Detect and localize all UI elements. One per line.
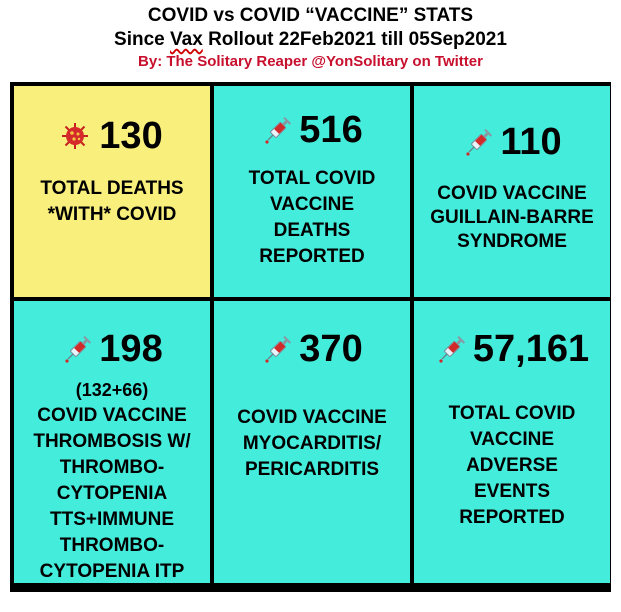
- syringe-icon: [61, 332, 95, 366]
- stat-label-line: COVID VACCINE: [37, 405, 187, 426]
- stat-label-line: CYTOPENIA: [56, 483, 168, 504]
- stat-row: [214, 108, 410, 152]
- stat-label: [414, 182, 610, 254]
- stat-label: [14, 176, 210, 228]
- stat-card-myocarditis: [214, 301, 410, 583]
- stat-label-line: CYTOPENIA ITP: [39, 561, 185, 582]
- stat-value: 370: [299, 328, 363, 370]
- stat-label-line: TTS+IMMUNE: [49, 509, 175, 530]
- stat-label-line: SYNDROME: [457, 231, 567, 252]
- stat-card-covid-deaths: [14, 86, 210, 297]
- stat-value: 57,161: [472, 328, 590, 370]
- stat-card-adverse-events: [414, 301, 610, 583]
- stat-label-line: COVID VACCINE: [437, 183, 587, 204]
- stat-label-line: MYOCARDITIS/: [242, 433, 382, 454]
- stat-label: [214, 405, 410, 483]
- stat-card-thrombosis: [14, 301, 210, 583]
- stat-label-line: TOTAL COVID: [248, 168, 376, 189]
- page-title: COVID vs COVID “VACCINE” STATS: [147, 5, 474, 26]
- syringe-icon: [462, 125, 496, 159]
- stat-label-line: VACCINE: [469, 429, 555, 450]
- stat-label-line: REPORTED: [459, 507, 565, 528]
- stat-label-line: THROMBO-: [59, 457, 165, 478]
- syringe-icon: [261, 332, 295, 366]
- stat-label-line: THROMBOSIS W/: [33, 431, 191, 452]
- stat-row: [214, 327, 410, 371]
- virus-icon: [61, 122, 89, 150]
- byline: By: The Solitary Reaper @YonSolitary on Twitter: [138, 53, 483, 70]
- subtitle-prefix: Since: [114, 29, 171, 50]
- stat-label-line: DEATHS: [273, 220, 351, 241]
- stat-label-line: ADVERSE: [466, 455, 558, 476]
- stat-label-line: VACCINE: [269, 194, 355, 215]
- stats-grid: [10, 82, 611, 592]
- stat-label-line: GUILLAIN-BARRE: [430, 207, 594, 228]
- stat-label: [14, 377, 210, 585]
- stat-row: [414, 327, 610, 371]
- syringe-icon: [261, 113, 295, 147]
- stat-label: [414, 401, 610, 531]
- stat-card-guillain-barre: [414, 86, 610, 297]
- stat-row: [414, 120, 610, 164]
- stat-label: [214, 166, 410, 270]
- stat-label-line: TOTAL DEATHS: [40, 178, 184, 199]
- stat-label-line: *WITH* COVID: [47, 204, 177, 225]
- stat-card-vaccine-deaths: [214, 86, 410, 297]
- stat-label-line: EVENTS: [473, 481, 551, 502]
- stat-value: 110: [500, 121, 562, 163]
- page-subtitle: [0, 28, 621, 52]
- stat-row: [14, 327, 210, 371]
- stat-label-line: TOTAL COVID: [448, 403, 576, 424]
- stat-value: 516: [299, 109, 363, 151]
- syringe-icon: [435, 332, 469, 366]
- stat-label-line: THROMBO-: [59, 535, 165, 556]
- stat-value: 130: [99, 115, 163, 157]
- stat-label-line: REPORTED: [259, 246, 365, 267]
- stat-label-line: COVID VACCINE: [237, 407, 387, 428]
- stat-label-line: PERICARDITIS: [244, 459, 380, 480]
- subtitle-vax-word: Vax: [170, 29, 203, 50]
- stat-sublabel: (132+66): [75, 380, 149, 400]
- subtitle-suffix: Rollout 22Feb2021 till 05Sep2021: [202, 29, 507, 50]
- header: [0, 4, 621, 72]
- stat-row: [14, 114, 210, 158]
- stat-value: 198: [99, 328, 163, 370]
